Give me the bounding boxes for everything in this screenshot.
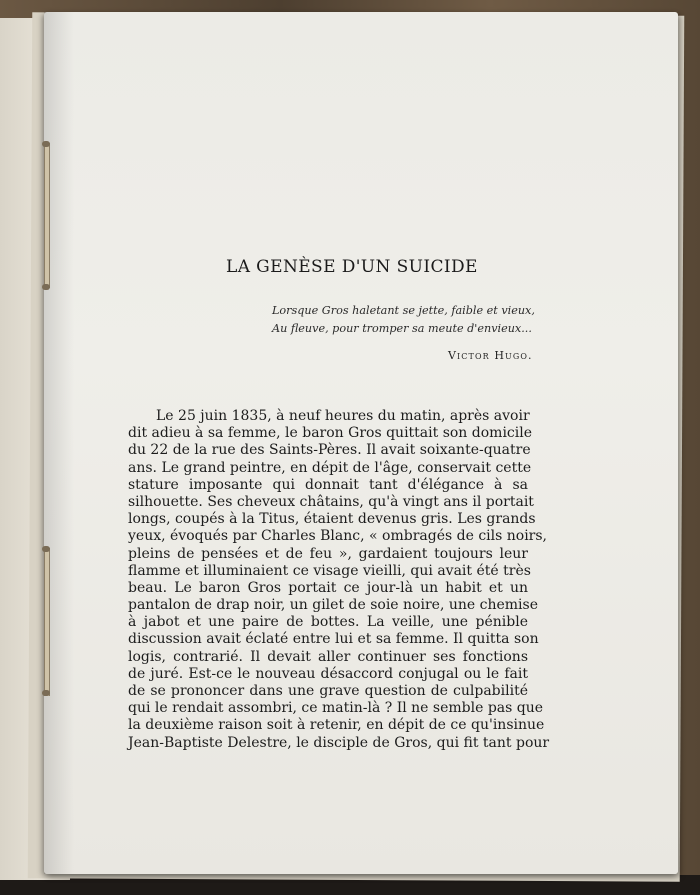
text-line: flamme et illuminaient ce visage vieilli, qui avait été très (128, 562, 531, 579)
epigraph (272, 302, 535, 338)
epigraph-author: Victor Hugo. (448, 349, 533, 362)
text-line: yeux, évoqués par Charles Blanc, « ombragés de cils noirs, (128, 528, 547, 545)
text-line: de juré. Est-ce le nouveau désaccord conjugal ou le fait (128, 665, 528, 682)
text-line: pantalon de drap noir, un gilet de soie noire, une chemise (128, 597, 538, 614)
text-line: longs, coupés à la Titus, étaient devenus gris. Les grands (128, 511, 536, 528)
text-line: stature imposante qui donnait tant d'élégance à sa (128, 476, 528, 493)
text-line: à jabot et une paire de bottes. La veille, une pénible (128, 614, 528, 631)
text-line: la deuxième raison soit à retenir, en dépit de ce qu'insinue (128, 717, 545, 734)
binding-knot (42, 284, 50, 290)
chapter-title: LA GENÈSE D'UN SUICIDE (226, 257, 478, 277)
text-line: du 22 de la rue des Saints-Pères. Il avait soixante-quatre (128, 442, 531, 459)
text-line: Le 25 juin 1835, à neuf heures du matin, après avoir (156, 408, 530, 424)
text-line: pleins de pensées et de feu », gardaient toujours leur (128, 545, 528, 562)
binding-knot (42, 690, 50, 696)
binding-thread-bottom (44, 548, 50, 696)
binding-knot (42, 546, 50, 552)
text-line: Jean-Baptiste Delestre, le disciple de Gros, qui fit tant pour (128, 734, 550, 751)
body-paragraph (128, 408, 550, 752)
text-line: silhouette. Ses cheveux châtains, qu'à vingt ans il portait (128, 493, 534, 510)
text-line: discussion avait éclaté entre lui et sa femme. Il quitta son (128, 631, 539, 648)
epigraph-line: Au fleuve, pour tromper sa meute d'envieux... (272, 322, 532, 335)
epigraph-line: Lorsque Gros haletant se jette, faible et vieux, (272, 304, 535, 317)
binding-thread-top (44, 143, 50, 288)
text-line: ans. Le grand peintre, en dépit de l'âge, conservait cette (128, 459, 532, 476)
binding-knot (42, 141, 50, 147)
text-line: de se prononcer dans une grave question de culpabilité (128, 683, 528, 699)
text-line: qui le rendait assombri, ce matin-là ? Il ne semble pas que (128, 700, 544, 717)
text-line: logis, contrarié. Il devait aller continuer ses fonctions (128, 648, 528, 665)
text-line: beau. Le baron Gros portait ce jour-là un habit et un (128, 579, 528, 596)
text-line: dit adieu à sa femme, le baron Gros quittait son domicile (128, 425, 532, 442)
